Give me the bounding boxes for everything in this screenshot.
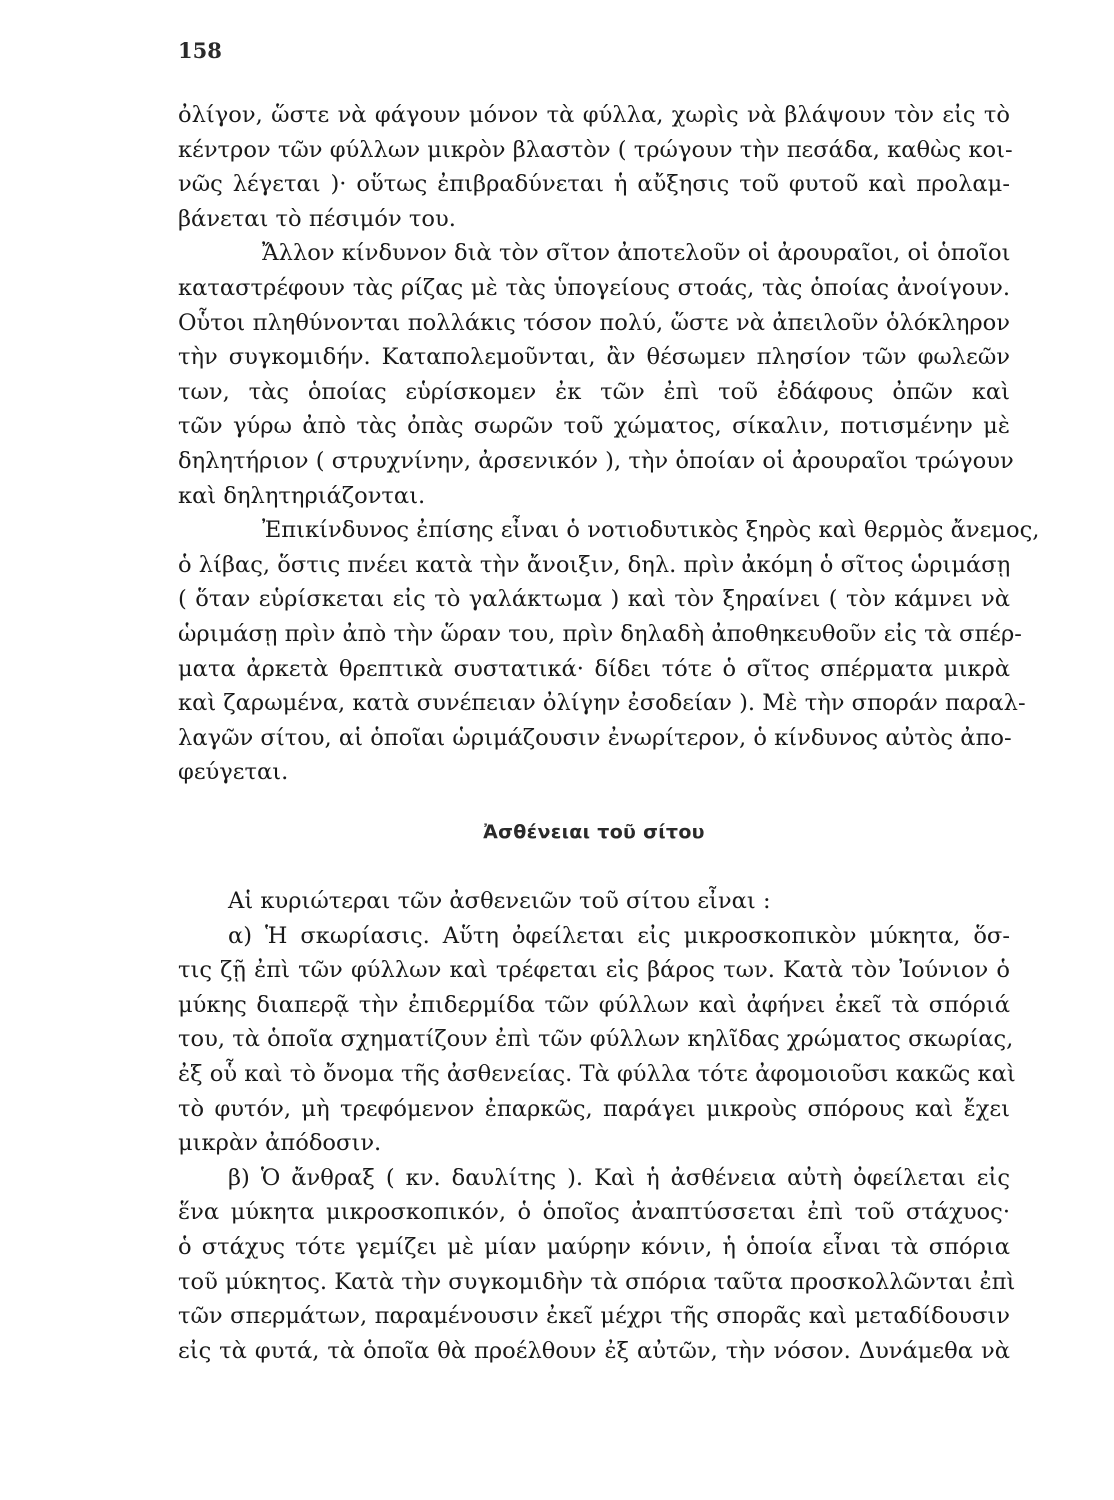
text-line: των, τὰς ὁποίας εὑρίσκομεν ἐκ τῶν ἐπὶ τοῦ ἐδάφους ὀπῶν καὶ	[178, 378, 1010, 405]
body-text-section-1	[178, 98, 1040, 790]
text-line: καὶ δηλητηριάζονται.	[178, 482, 426, 509]
text-line: ἕνα μύκητα μικροσκοπικόν, ὁ ὁποῖος ἀναπτύσσεται ἐπὶ τοῦ στάχυος·	[178, 1199, 1010, 1226]
text-line: βάνεται τὸ πέσιμόν του.	[178, 205, 456, 232]
text-line: ὡριμάσῃ πρὶν ἀπὸ τὴν ὥραν του, πρὶν δηλαδὴ ἀποθηκευθοῦν εἰς τὰ σπέρ-	[178, 620, 1022, 647]
text-line: μικρὰν ἀπόδοσιν.	[178, 1130, 382, 1157]
text-line: ἐξ οὗ καὶ τὸ ὄνομα τῆς ἀσθενείας. Τὰ φύλλα τότε ἀφομοιοῦσι κακῶς καὶ	[178, 1060, 1016, 1087]
text-line: του, τὰ ὁποῖα σχηματίζουν ἐπὶ τῶν φύλλων κηλῖδας χρώματος σκωρίας,	[178, 1026, 1014, 1053]
text-line: τῶν γύρω ἀπὸ τὰς ὀπὰς σωρῶν τοῦ χώματος, σίκαλιν, ποτισμένην μὲ	[178, 413, 1010, 440]
text-line: τὸ φυτόν, μὴ τρεφόμενον ἐπαρκῶς, παράγει μικροὺς σπόρους καὶ ἔχει	[178, 1095, 1010, 1122]
text-line: νῶς λέγεται )· οὕτως ἐπιβραδύνεται ἡ αὔξησις τοῦ φυτοῦ καὶ προλαμ-	[178, 171, 1010, 198]
text-line: εἰς τὰ φυτά, τὰ ὁποῖα θὰ προέλθουν ἐξ αὐτῶν, τὴν νόσον. Δυνάμεθα νὰ	[178, 1337, 1010, 1364]
text-line: φεύγεται.	[178, 759, 289, 786]
text-line: τῶν σπερμάτων, παραμένουσιν ἐκεῖ μέχρι τῆς σπορᾶς καὶ μεταδίδουσιν	[178, 1303, 1010, 1330]
section-heading: Ἀσθένειαι τοῦ σίτου	[483, 821, 705, 843]
text-line: δηλητήριον ( στρυχνίνην, ἀρσενικόν ), τὴν ὁποίαν οἱ ἀρουραῖοι τρώγουν	[178, 447, 1014, 474]
text-line: β) Ὁ ἄνθραξ ( κν. δαυλίτης ). Καὶ ἡ ἀσθένεια αὐτὴ ὀφείλεται εἰς	[228, 1164, 1010, 1191]
text-line: Ἄλλον κίνδυνον διὰ τὸν σῖτον ἀποτελοῦν οἱ ἀρουραῖοι, οἱ ὁποῖοι	[262, 240, 1011, 267]
text-line: τοῦ μύκητος. Κατὰ τὴν συγκομιδὴν τὰ σπόρια ταῦτα προσκολλῶνται ἐπὶ	[178, 1268, 1016, 1295]
text-line: μύκης διαπερᾷ τὴν ἐπιδερμίδα τῶν φύλλων καὶ ἀφήνει ἐκεῖ τὰ σπόριά	[178, 991, 1010, 1018]
text-line: Αἱ κυριώτεραι τῶν ἀσθενειῶν τοῦ σίτου εἶναι :	[228, 888, 771, 914]
page-number: 158	[178, 38, 222, 63]
text-line: α) Ἡ σκωρίασις. Αὕτη ὀφείλεται εἰς μικροσκοπικὸν μύκητα, ὅσ-	[228, 922, 1010, 949]
text-line: τις ζῇ ἐπὶ τῶν φύλλων καὶ τρέφεται εἰς βάρος των. Κατὰ τὸν Ἰούνιον ὁ	[178, 957, 1010, 984]
text-line: καταστρέφουν τὰς ρίζας μὲ τὰς ὑπογείους στοάς, τὰς ὁποίας ἀνοίγουν.	[178, 274, 1010, 301]
text-line: Οὗτοι πληθύνονται πολλάκις τόσον πολύ, ὥστε νὰ ἀπειλοῦν ὁλόκληρον	[178, 309, 1010, 336]
text-line: ( ὅταν εὑρίσκεται εἰς τὸ γαλάκτωμα ) καὶ τὸν ξηραίνει ( τὸν κάμνει νὰ	[178, 586, 1010, 613]
text-line: λαγῶν σίτου, αἱ ὁποῖαι ὡριμάζουσιν ἐνωρίτερον, ὁ κίνδυνος αὐτὸς ἀπο-	[178, 724, 1012, 751]
text-line: ματα ἀρκετὰ θρεπτικὰ συστατικά· δίδει τότε ὁ σῖτος σπέρματα μικρὰ	[178, 655, 1010, 682]
text-line: κέντρον τῶν φύλλων μικρὸν βλαστὸν ( τρώγουν τὴν πεσάδα, καθὼς κοι-	[178, 136, 1013, 163]
text-line: τὴν συγκομιδήν. Καταπολεμοῦνται, ἂν θέσωμεν πλησίον τῶν φωλεῶν	[178, 344, 1010, 371]
text-line: ὀλίγον, ὥστε νὰ φάγουν μόνον τὰ φύλλα, χωρὶς νὰ βλάψουν τὸν εἰς τὸ	[178, 102, 1010, 128]
text-line: καὶ ζαρωμένα, κατὰ συνέπειαν ὀλίγην ἐσοδείαν ). Μὲ τὴν σποράν παραλ-	[178, 690, 1026, 717]
text-line: ὁ λίβας, ὅστις πνέει κατὰ τὴν ἄνοιξιν, δηλ. πρὶν ἀκόμη ὁ σῖτος ὡριμάσῃ	[178, 551, 1011, 578]
text-line: ὁ στάχυς τότε γεμίζει μὲ μίαν μαύρην κόνιν, ἡ ὁποία εἶναι τὰ σπόρια	[178, 1233, 1010, 1260]
body-text-section-2	[178, 884, 1016, 1368]
text-line: Ἐπικίνδυνος ἐπίσης εἶναι ὁ νοτιοδυτικὸς ξηρὸς καὶ θερμὸς ἄνεμος,	[262, 517, 1040, 544]
